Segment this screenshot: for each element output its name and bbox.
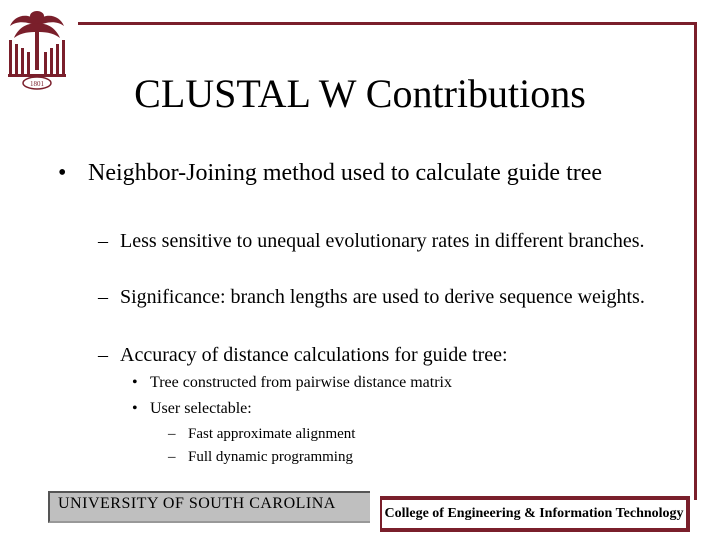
- bullet-text: Fast approximate alignment: [188, 426, 356, 442]
- bullet-text: Accuracy of distance calculations for guide tree:: [120, 344, 508, 366]
- bullet-level4: [168, 447, 668, 467]
- bullet-marker: –: [98, 230, 108, 252]
- bullet-text: Neighbor-Joining method used to calculate guide tree: [88, 160, 603, 186]
- slide-title: CLUSTAL W Contributions: [134, 71, 586, 116]
- bullet-marker: –: [98, 344, 108, 366]
- bullet-marker: –: [168, 426, 176, 442]
- bullet-marker: •: [58, 160, 67, 186]
- bullet-marker: •: [132, 374, 138, 391]
- bullet-level1: [58, 158, 668, 188]
- bullet-marker: –: [98, 286, 108, 308]
- logo-year-text: 1801: [30, 80, 44, 88]
- bullet-level2: [98, 342, 678, 369]
- bullet-level3: [132, 398, 672, 420]
- university-footer: UNIVERSITY OF SOUTH CAROLINA: [48, 491, 370, 523]
- bullet-marker: •: [132, 400, 138, 417]
- bullet-level2: [98, 228, 678, 255]
- top-border-line: [78, 22, 696, 25]
- bullet-text: Less sensitive to unequal evolutionary rates in different branches.: [120, 230, 645, 252]
- college-footer: [380, 496, 690, 532]
- bullet-text: User selectable:: [150, 400, 252, 417]
- bullet-level2: [98, 284, 678, 311]
- bullet-level4: [168, 424, 668, 444]
- bullet-level3: [132, 372, 672, 394]
- bullet-text: Tree constructed from pairwise distance matrix: [150, 374, 452, 391]
- bullet-marker: –: [168, 449, 176, 465]
- bullet-text: Full dynamic programming: [188, 449, 353, 465]
- bullet-text: Significance: branch lengths are used to derive sequence weights.: [120, 286, 645, 308]
- college-footer-text: College of Engineering & Information Technology: [382, 500, 686, 528]
